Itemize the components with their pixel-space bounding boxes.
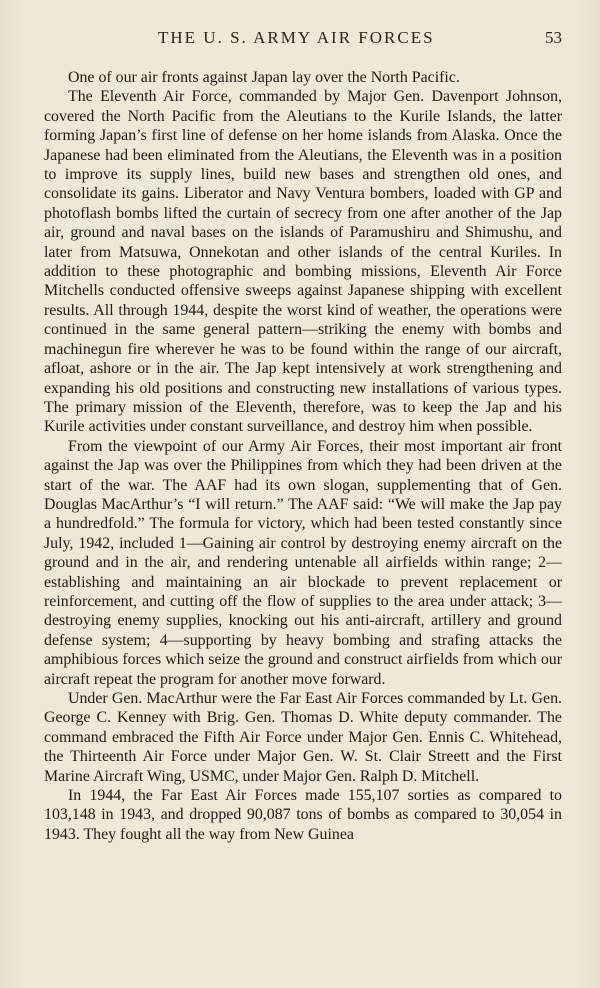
page-number: 53 — [545, 28, 562, 47]
paragraph: Under Gen. MacArthur were the Far East Air Forces commanded by Lt. Gen. George C. Kenney with Brig. Gen. Thomas D. White deputy commander. The command embraced the Fifth Air Force under Major Gen. Ennis C. Whitehead, the Thirteenth Air Force under Major Gen. W. St. Clair Streett and the First Marine Aircraft Wing, USMC, under Major Gen. Ralph D. Mitchell. — [44, 690, 562, 785]
paragraph: One of our air fronts against Japan lay over the North Pacific. — [68, 69, 460, 86]
running-title: THE U. S. ARMY AIR FORCES — [158, 28, 435, 47]
paragraph: The Eleventh Air Force, commanded by Major Gen. Davenport Johnson, covered the North Pacific from the Aleutians to the Kurile Islands, the latter forming Japan’s first line of defense on her home islands from Alaska. Once the Japanese had been eliminated from the Aleutians, the Eleventh was in a position to improve its supply lines, build new bases and strengthen old ones, and consolidate its gains. Liberator and Navy Ventura bombers, loaded with GP and photoflash bombs lifted the curtain of secrecy from one after another of the Jap air, ground and naval bases on the islands of Paramushiru and Shimushu, and later from Matsuwa, Onnekotan and other islands of the central Kuriles. In addition to these photographic and bombing missions, Eleventh Air Force Mitchells conducted offensive sweeps against Japanese shipping with excellent results. All through 1944, despite the worst kind of weather, the operations were continued in the same general pattern—striking the enemy with bombs and machinegun fire wherever he was to be found within the range of our aircraft, afloat, ashore or in the air. The Jap kept intensively at work strengthening and expanding his old positions and constructing new installations of various types. The primary mission of the Eleventh, therefore, was to keep the Jap and his Kurile activities under constant surveillance, and destroy him when possible. — [44, 88, 562, 436]
running-head — [44, 28, 562, 50]
body-text — [44, 68, 562, 844]
paragraph: From the viewpoint of our Army Air Forces, their most important air front against the Jap was over the Philippines from which they had been driven at the start of the war. The AAF had its own slogan, supplementing that of Gen. Douglas MacArthur’s “I will return.” The AAF said: “We will make the Jap pay a hundredfold.” The formula for victory, which had been tested constantly since July, 1942, included 1—Gaining air control by destroying enemy aircraft on the ground and in the air, and rendering untenable all airfields within range; 2—establishing and maintaining an air blockade to prevent replacement or reinforcement, and cutting off the flow of supplies to the area under attack; 3—destroying enemy supplies, knocking out his anti-aircraft, artillery and ground defense system; 4—supporting by heavy bombing and strafing attacks the amphibious forces which seize the ground and construct airfields from which our aircraft repeat the program for another move forward. — [44, 437, 562, 688]
paragraph: In 1944, the Far East Air Forces made 155,107 sorties as compared to 103,148 in 1943, and dropped 90,087 tons of bombs as compared to 30,054 in 1943. They fought all the way from New Guinea — [44, 787, 562, 843]
